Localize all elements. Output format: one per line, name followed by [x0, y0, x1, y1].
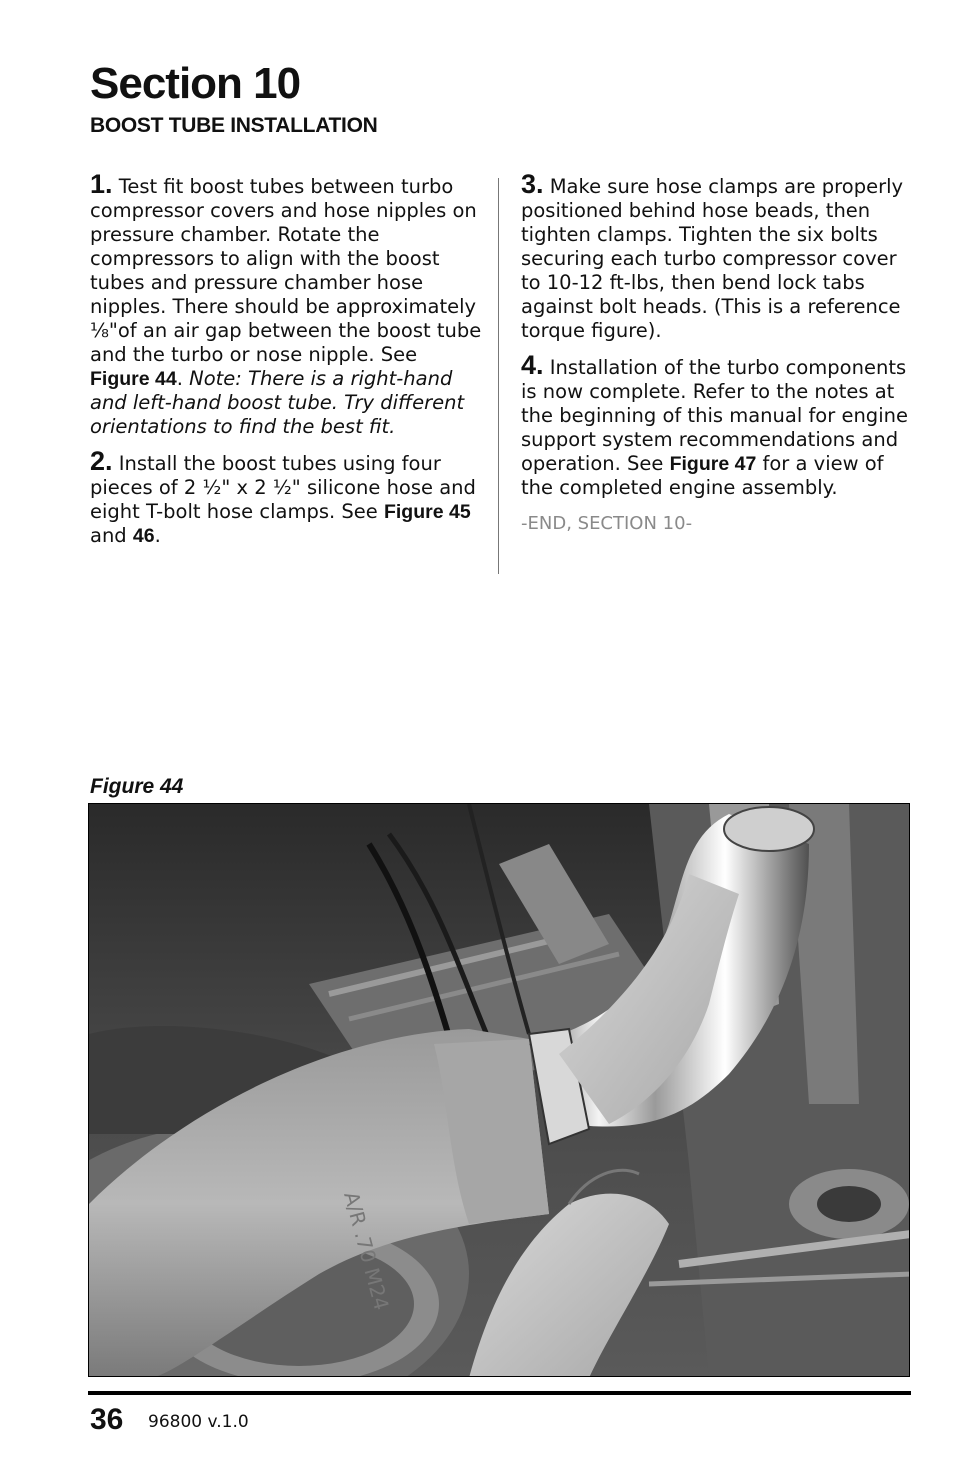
step-2	[90, 446, 482, 548]
step-number: 1.	[90, 169, 113, 199]
step-text: .	[176, 367, 190, 390]
column-divider	[498, 178, 499, 574]
casting-text: A/R .70 M24	[339, 1189, 394, 1313]
right-column	[521, 169, 913, 536]
step-number: 3.	[521, 169, 544, 199]
doc-version: 96800 v.1.0	[148, 1412, 249, 1432]
step-text: .	[154, 524, 161, 547]
page-number: 36	[90, 1403, 124, 1436]
figure-reference: Figure 47	[669, 453, 757, 475]
figure-reference: Figure 45	[383, 501, 471, 523]
figure-reference: 46	[132, 525, 155, 547]
step-note: Note: There is a right-hand and left-hand boost tube. Try different orientations to find the best fit.	[90, 367, 465, 438]
step-3	[521, 169, 913, 343]
left-column	[90, 169, 482, 558]
step-4	[521, 350, 913, 500]
boost-tube-photo	[89, 804, 910, 1377]
figure-reference: Figure 44	[90, 368, 177, 390]
step-text: Test fit boost tubes between turbo compressor covers and hose nipples on pressure chamber. Rotate the compressors to align with the boost tubes and pressure chamber hose nipples. There should be approximately ⅛"of an air gap between the boost tube and the turbo or nose nipple. See	[90, 175, 482, 366]
step-number: 2.	[90, 446, 113, 476]
section-subtitle: BOOST TUBE INSTALLATION	[90, 114, 378, 137]
footer-rule	[88, 1391, 911, 1395]
step-text: Install the boost tubes using four pieces of 2 ½" x 2 ½" silicone hose and eight T-bolt hose clamps. See	[90, 452, 476, 523]
step-1	[90, 169, 482, 439]
step-text: and	[90, 524, 133, 547]
end-of-section-text: -END, SECTION 10-	[521, 513, 693, 534]
figure-caption: Figure 44	[90, 775, 184, 798]
step-text: for a view of the completed engine assembly.	[521, 452, 884, 499]
section-title: Section 10	[90, 59, 301, 108]
step-number: 4.	[521, 350, 544, 380]
step-text: Installation of the turbo components is now complete. Refer to the notes at the beginning of this manual for engine support system recommendations and operation. See	[521, 356, 908, 475]
step-text: Make sure hose clamps are properly positioned behind hose beads, then tighten clamps. Tighten the six bolts securing each turbo compressor cover to 10-12 ft-lbs, then bend lock tabs against bolt heads. (This is a reference torque figure).	[521, 175, 904, 342]
figure-photo	[88, 803, 910, 1377]
